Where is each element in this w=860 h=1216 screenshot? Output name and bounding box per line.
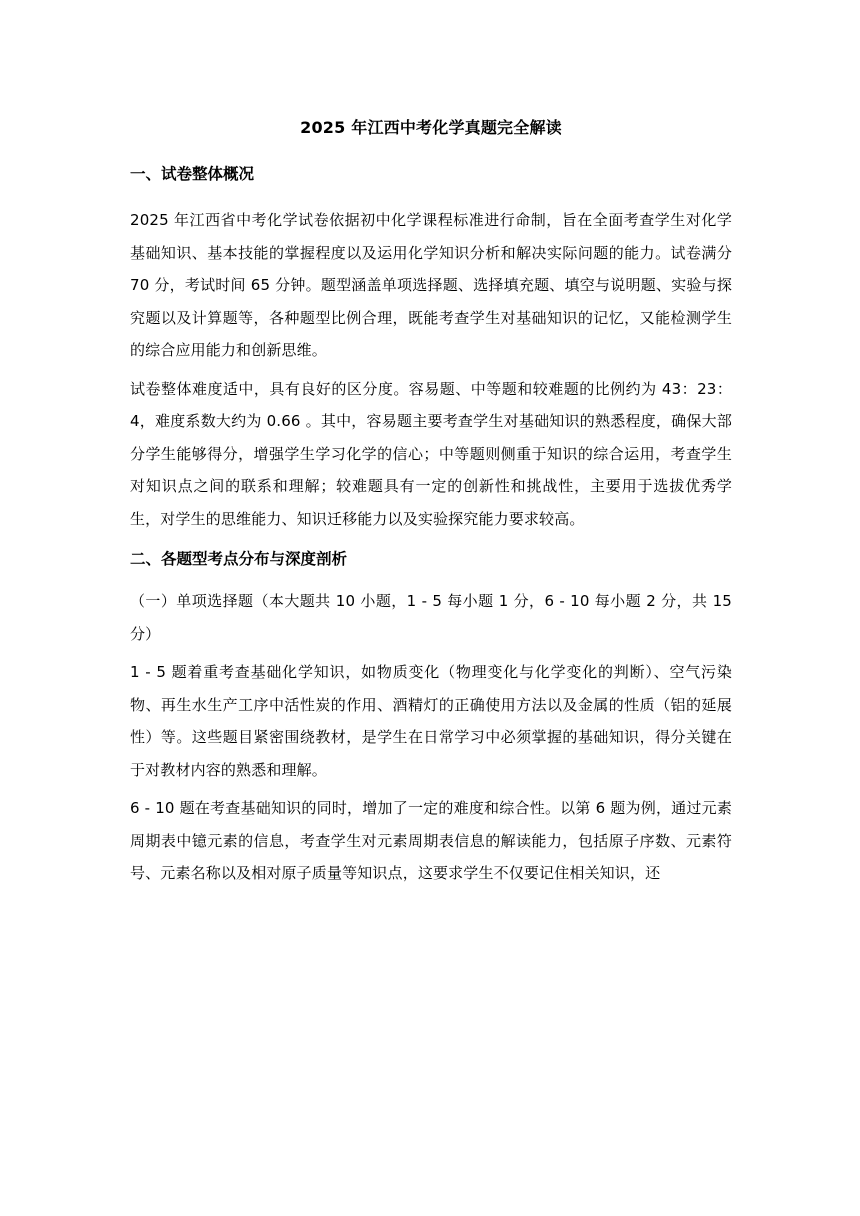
document-title: 2025 年江西中考化学真题完全解读 [300,118,562,137]
section-heading-overview: 一、试卷整体概况 [130,165,255,183]
section-heading-question-types: 二、各题型考点分布与深度剖析 [130,550,348,568]
paragraph-overview-1: 2025 年江西省中考化学试卷依据初中化学课程标准进行命制，旨在全面考查学生对化学基础知识、基本技能的掌握程度以及运用化学知识分析和解决实际问题的能力。试卷满分 70 分，考试时间 65 分钟。题型涵盖单项选择题、选择填充题、填空与说明题、实验与探究题以及计算题等，各种题型比例合理，既能考查学生对基础知识的记忆，又能检测学生的综合应用能力和创新思维。 [130,211,732,359]
paragraph-questions-1-5: 1 - 5 题着重考查基础化学知识，如物质变化（物理变化与化学变化的判断）、空气污染物、再生水生产工序中活性炭的作用、酒精灯的正确使用方法以及金属的性质（铝的延展性）等。这些题目紧密围绕教材，是学生在日常学习中必须掌握的基础知识，得分关键在于对教材内容的熟悉和理解。 [130,663,732,779]
document-body [130,114,732,896]
paragraph-overview-2: 试卷整体难度适中，具有良好的区分度。容易题、中等题和较难题的比例约为 43：23：4，难度系数大约为 0.66 。其中，容易题主要考查学生对基础知识的熟悉程度，确保大部分学生能够得分，增强学生学习化学的信心；中等题则侧重于知识的综合运用，考查学生对知识点之间的联系和理解；较难题具有一定的创新性和挑战性，主要用于选拔优秀学生，对学生的思维能力、知识迁移能力以及实验探究能力要求较高。 [130,379,732,528]
paragraph-questions-6-10: 6 - 10 题在考查基础知识的同时，增加了一定的难度和综合性。以第 6 题为例，通过元素周期表中镱元素的信息，考查学生对元素周期表信息的解读能力，包括原子序数、元素符号、元素名称以及相对原子质量等知识点，这要求学生不仅要记住相关知识，还 [130,799,732,882]
paragraph-single-choice-intro: （一）单项选择题（本大题共 10 小题，1 - 5 每小题 1 分，6 - 10 每小题 2 分，共 15 分） [130,592,732,643]
